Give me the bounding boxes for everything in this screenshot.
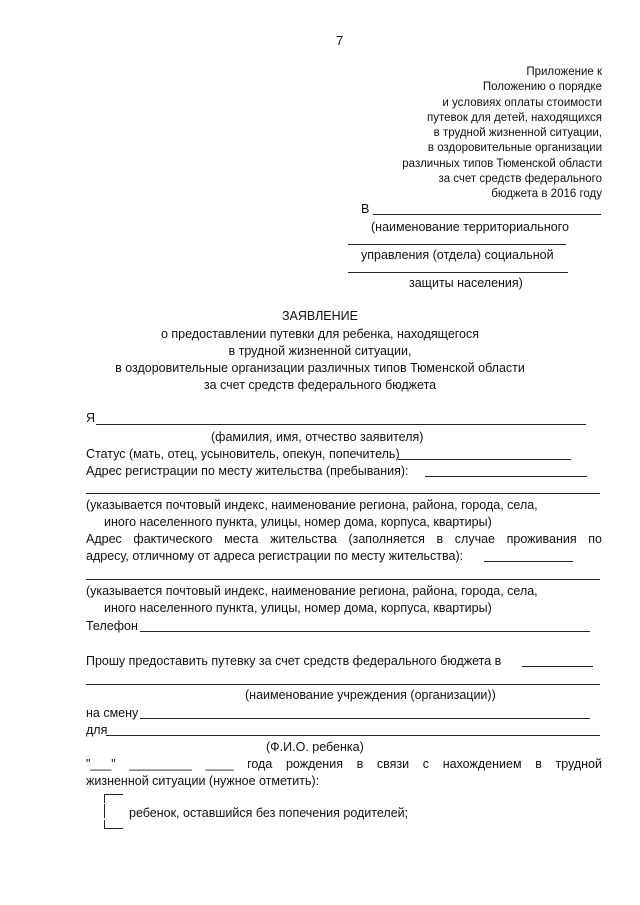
appendix-line: в оздоровительные организации bbox=[427, 142, 602, 155]
title-line: в оздоровительные организации различных типов Тюменской области bbox=[115, 361, 525, 375]
title-line: о предоставлении путевки для ребенка, находящегося bbox=[160, 327, 480, 341]
address-hint: (указывается почтовый индекс, наименование региона, района, города, села, bbox=[86, 498, 538, 512]
addressee-hint: управления (отдела) социальной bbox=[361, 248, 554, 262]
institution-field-2[interactable] bbox=[86, 684, 600, 685]
appendix-line: Положению о порядке bbox=[482, 81, 602, 94]
shift-label: на смену bbox=[86, 706, 139, 720]
title-line: в трудной жизненной ситуации, bbox=[228, 344, 412, 358]
actual-address-field-2[interactable] bbox=[86, 579, 600, 580]
birth-line: "___" _________ ____ года рождения в связи с нахождением в трудной bbox=[86, 757, 602, 771]
applicant-name-field[interactable] bbox=[96, 424, 586, 425]
appendix-reference bbox=[402, 65, 602, 203]
reg-address-field-2[interactable] bbox=[86, 493, 600, 494]
appendix-line: бюджета в 2016 году bbox=[491, 188, 602, 201]
status-field[interactable] bbox=[398, 459, 571, 460]
addressee-field-2[interactable] bbox=[348, 244, 566, 245]
appendix-line: за счет средств федерального bbox=[438, 173, 602, 186]
document-heading: ЗАЯВЛЕНИЕ bbox=[281, 309, 358, 323]
title-line: за счет средств федерального бюджета bbox=[203, 378, 437, 392]
address-hint: (указывается почтовый индекс, наименование региона, района, города, села, bbox=[86, 584, 538, 598]
addressee-hint: защиты населения) bbox=[409, 276, 523, 290]
phone-label: Телефон bbox=[86, 619, 138, 633]
request-text: Прошу предоставить путевку за счет средств федерального бюджета в bbox=[86, 654, 502, 668]
situation-line: жизненной ситуации (нужное отметить): bbox=[86, 774, 320, 788]
addressee-hint: (наименование территориального bbox=[371, 220, 569, 234]
applicant-prefix: Я bbox=[86, 411, 96, 425]
option-label: ребенок, оставшийся без попечения родителей; bbox=[129, 806, 409, 820]
institution-hint: (наименование учреждения (организации)) bbox=[245, 688, 496, 702]
appendix-line: Приложение к bbox=[526, 66, 602, 78]
status-label: Статус (мать, отец, усыновитель, опекун, попечитель) bbox=[86, 447, 400, 461]
option-checkbox[interactable] bbox=[104, 794, 122, 830]
actual-address-field[interactable] bbox=[484, 561, 573, 562]
appendix-line: и условиях оплаты стоимости bbox=[442, 96, 602, 109]
child-name-field[interactable] bbox=[106, 735, 600, 736]
addressee-field-3[interactable] bbox=[348, 272, 568, 273]
applicant-hint: (фамилия, имя, отчество заявителя) bbox=[211, 430, 424, 444]
address-hint: иного населенного пункта, улицы, номер дома, корпуса, квартиры) bbox=[104, 515, 492, 529]
reg-address-label: Адрес регистрации по месту жительства (пребывания): bbox=[86, 464, 409, 478]
appendix-line: различных типов Тюменской области bbox=[402, 157, 602, 170]
shift-field[interactable] bbox=[140, 718, 590, 719]
address-hint: иного населенного пункта, улицы, номер дома, корпуса, квартиры) bbox=[104, 601, 492, 615]
phone-field[interactable] bbox=[140, 631, 590, 632]
child-hint: (Ф.И.О. ребенка) bbox=[266, 740, 364, 754]
actual-address-label: Адрес фактического места жительства (заполняется в случае проживания по bbox=[86, 532, 602, 546]
appendix-line: в трудной жизненной ситуации, bbox=[433, 127, 602, 140]
appendix-line: путевок для детей, находящихся bbox=[427, 111, 602, 124]
actual-address-label: адресу, отличному от адреса регистрации по месту жительства): bbox=[86, 549, 464, 563]
page-number: 7 bbox=[336, 33, 344, 48]
for-label: для bbox=[86, 723, 108, 737]
addressee-prefix: В bbox=[361, 202, 370, 216]
institution-field[interactable] bbox=[522, 666, 593, 667]
reg-address-field[interactable] bbox=[425, 476, 587, 477]
addressee-field[interactable] bbox=[373, 214, 601, 215]
